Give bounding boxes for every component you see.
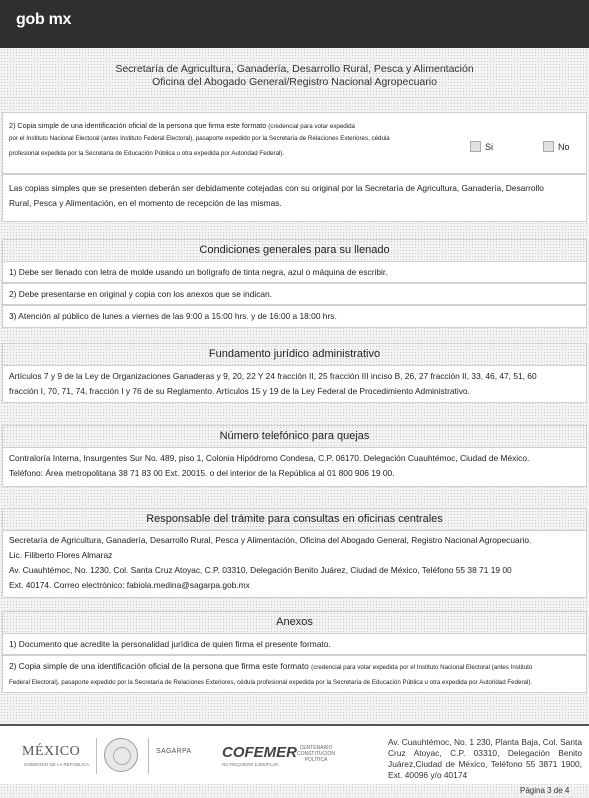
checkbox-no[interactable] [543,141,554,152]
checkbox-si[interactable] [470,141,481,152]
annex-item-2-line1 [9,659,580,675]
annex-item-2-main: 2) Copia simple de una identificación oficial de la persona que firma este formato [9,661,309,671]
annex-item-2-small: (credencial para votar expedida por el Instituto Nacional Electoral (antes Instituto [311,664,533,671]
notice-line2: Rural, Pesca y Alimentación, en el momento de recepción de las mismas. [9,198,282,208]
sagarpa-logo: SAGARPA [156,748,192,755]
responsible-title: Responsable del trámite para consultas en oficinas centrales [2,508,587,531]
page-header [0,48,589,98]
cofemer-subtitle: NO REQUIERE EJEMPLAR [222,762,279,767]
centenario-logo: CENTENARIO CONSTITUCIÓN POLÍTICA [296,745,336,763]
legal-line2: fracción I, 70, 71, 74, fracción I y 76 de su Reglamento. Artículos 15 y 19 de la Ley Federal de Procedimiento Administrativo. [9,386,470,396]
responsible-line1: Secretaría de Agricultura, Ganadería, Desarrollo Rural, Pesca y Alimentación, Oficina del Abogado General, Registro Nacional Agropecuario. [9,535,532,545]
footer-separator [148,738,149,774]
complaints-line2: Teléfono: Área metropolitana 38 71 83 00 Ext. 20015. o del interior de la República al 01 800 906 19 00. [9,468,395,478]
annex-item-2 [2,655,587,693]
responsible-text [2,530,587,598]
legal-title: Fundamento jurídico administrativo [2,343,587,366]
national-seal-icon [104,738,138,772]
condition-item-3: 3) Atención al público de lunes a viernes de las 9:00 a 15:00 hrs. y de 16:00 a 18:00 hrs. [2,305,587,328]
requirement-line1-small: (credencial para votar expedida [268,123,355,130]
footer-address: Av. Cuauhtémoc, No. 1 230, Planta Baja, Col. Santa Cruz Atoyac, C.P. 03310, Delegación Benito Juárez,Ciudad de México, Teléfono 55 3871 1900, Ext. 40096 y/o 40174 [388,737,582,780]
mexico-logo-subtitle: GOBIERNO DE LA REPÚBLICA [24,762,90,767]
notice-line1: Las copias simples que se presenten deberán ser debidamente cotejadas con su original por la Secretaría de Agricultura, Ganadería, Desarrollo [9,183,544,193]
header-secretaria: Secretaría de Agricultura, Ganadería, Desarrollo Rural, Pesca y Alimentación [115,63,474,75]
legal-text [2,365,587,403]
cofemer-logo: COFEMER [222,744,297,761]
page-number: Página 3 de 4 [520,786,570,795]
legal-line1: Artículos 7 y 9 de la Ley de Organizaciones Ganaderas y 9, 20, 22 Y 24 fracción II, 25 fracción III inciso B, 26, 27 fracción II, 33, 46, 47, 51, 60 [9,371,537,381]
requirement-box [2,112,587,174]
requirement-line3: profesional expedida por la Secretaría de Educación Pública u otra expedida por Autoridad Federal). [9,150,285,157]
requirement-line1-main: 2) Copia simple de una identificación oficial de la persona que firma este formato [9,121,267,130]
responsible-line3: Av. Cuauhtémoc, No. 1230, Col. Santa Cruz Atoyac, C.P. 03310, Delegación Benito Juárez, Ciudad de México, Teléfono 55 38 71 19 00 [9,565,512,575]
notice-box [2,174,587,222]
annexes-title: Anexos [2,611,587,634]
top-bar [0,0,589,48]
header-oficina: Oficina del Abogado General/Registro Nacional Agropecuario [152,76,437,88]
conditions-title: Condiciones generales para su llenado [2,239,587,262]
condition-item-1: 1) Debe ser llenado con letra de molde usando un bolígrafo de tinta negra, azul o máquina de escribir. [2,261,587,283]
responsible-line4: Ext. 40174. Correo electrónico: fabiola.medina@sagarpa.gob.mx [9,580,250,590]
gobmx-logo[interactable]: gob mx [16,11,72,28]
requirement-line2: por el Instituto Nacional Electoral (antes Instituto Federal Electoral), pasaporte expedido por la Secretaría de Relaciones Exteriores, cédula [9,135,390,142]
requirement-line1 [9,118,355,134]
checkbox-si-label: Si [485,142,494,152]
annex-item-2-line2: Federal Electoral), pasaporte expedido por la Secretaría de Relaciones Exteriores, cédula profesional expedida por la Secretaría de Educación Pública u otra expedida por Autoridad Federal). [9,679,533,686]
annex-item-1: 1) Documento que acredite la personalidad jurídica de quien firma el presente formato. [2,633,587,655]
complaints-line1: Contraloría Interna, Insurgentes Sur No. 489, piso 1, Colonia Hipódromo Condesa, C.P. 06170. Delegación Cuauhtémoc, Ciudad de México. [9,453,530,463]
responsible-line2: Lic. Filiberto Flores Almaraz [9,550,113,560]
complaints-text [2,447,587,487]
mexico-logo: MÉXICO [22,744,81,759]
condition-item-2: 2) Debe presentarse en original y copia con los anexos que se indican. [2,283,587,305]
page-footer [0,724,589,784]
complaints-title: Número telefónico para quejas [2,425,587,448]
checkbox-no-label: No [558,142,570,152]
footer-separator [96,738,97,774]
